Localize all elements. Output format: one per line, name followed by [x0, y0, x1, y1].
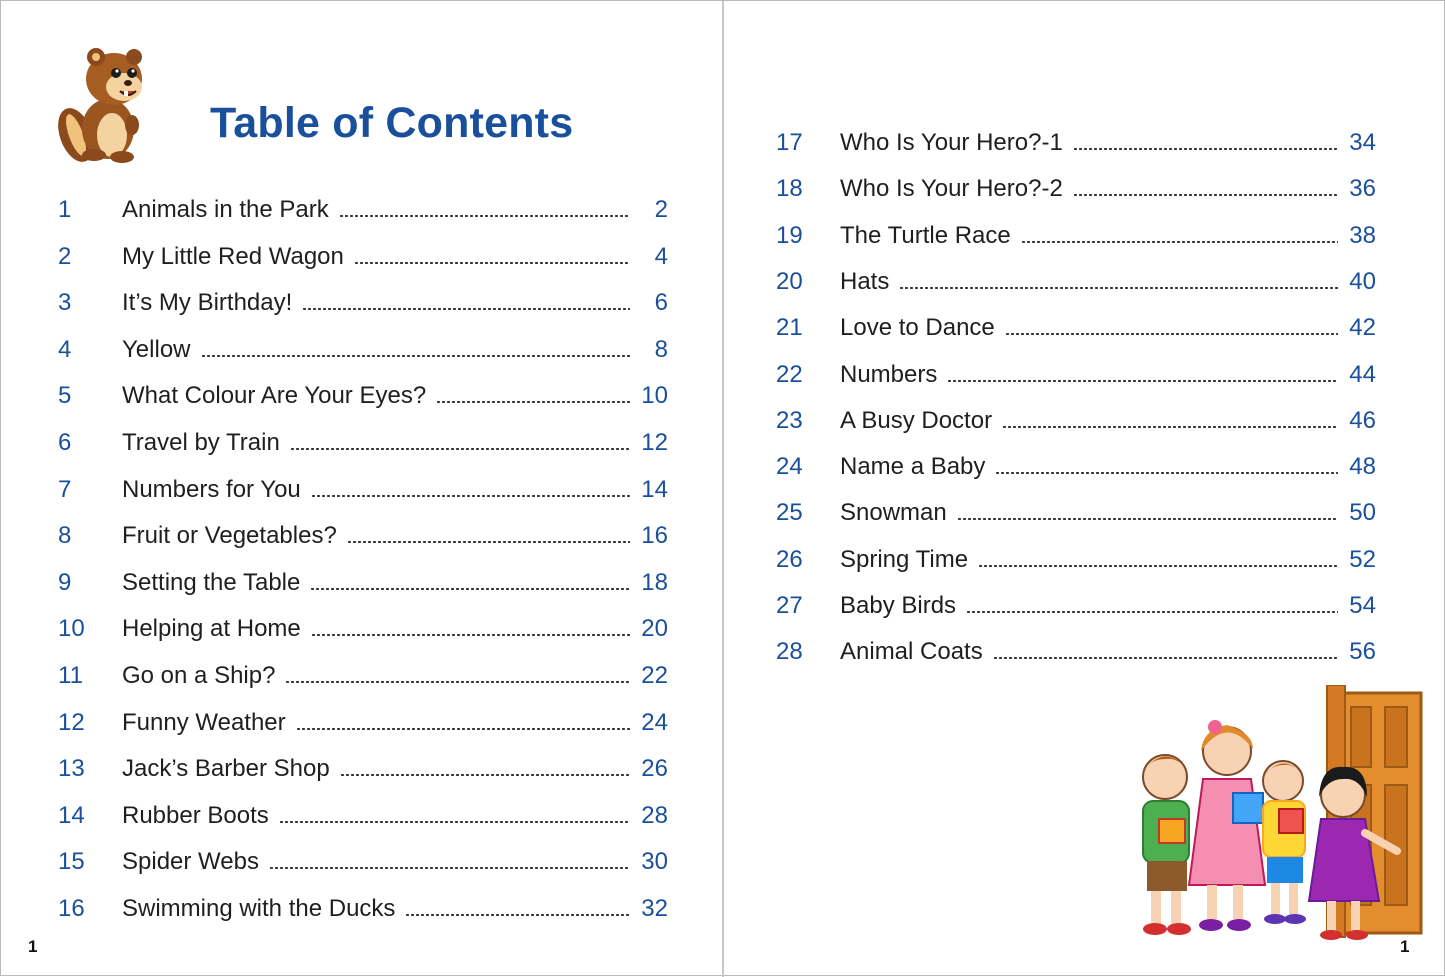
toc-entry[interactable]: [776, 450, 1376, 484]
toc-entry-page: 24: [641, 709, 668, 736]
page-title: Table of Contents: [210, 99, 574, 147]
toc-entry[interactable]: [776, 126, 1376, 160]
toc-entry-title: Yellow: [122, 336, 191, 363]
toc-entry-page: 12: [641, 429, 668, 456]
toc-dot-leader: [290, 448, 630, 450]
toc-entry-title: Numbers for You: [122, 476, 301, 503]
toc-entry-title: Travel by Train: [122, 429, 280, 456]
toc-entry-page: 34: [1349, 129, 1376, 156]
toc-dot-leader: [296, 728, 630, 730]
toc-entry-title: Baby Birds: [840, 592, 957, 619]
toc-entry[interactable]: [58, 379, 668, 413]
toc-entry-page: 8: [654, 336, 668, 363]
toc-entry[interactable]: [776, 172, 1376, 206]
toc-dot-leader: [269, 867, 630, 869]
toc-entry-title: Jack’s Barber Shop: [122, 755, 330, 782]
toc-entry-title: Swimming with the Ducks: [122, 895, 396, 922]
toc-entry[interactable]: [58, 799, 668, 833]
toc-entry-title: Rubber Boots: [122, 802, 269, 829]
right-page: [725, 1, 1444, 975]
toc-entry-number: 21: [776, 314, 803, 341]
toc-dot-leader: [311, 634, 630, 636]
toc-dot-leader: [957, 518, 1338, 520]
toc-entry-number: 28: [776, 638, 803, 665]
toc-entry[interactable]: [58, 752, 668, 786]
toc-dot-leader: [201, 355, 631, 357]
toc-entry-number: 2: [58, 243, 72, 270]
toc-dot-leader: [340, 774, 630, 776]
toc-entry-page: 40: [1349, 268, 1376, 295]
toc-dot-leader: [899, 287, 1338, 289]
toc-entry[interactable]: [776, 358, 1376, 392]
toc-entry[interactable]: [58, 286, 668, 320]
toc-dot-leader: [966, 611, 1338, 613]
toc-entry-title: My Little Red Wagon: [122, 243, 344, 270]
toc-entry-number: 9: [58, 569, 72, 596]
toc-entry-number: 6: [58, 429, 72, 456]
toc-dot-leader: [995, 472, 1338, 474]
toc-entry-number: 22: [776, 361, 803, 388]
toc-entry-page: 18: [641, 569, 668, 596]
toc-entry-title: It’s My Birthday!: [122, 289, 293, 316]
toc-entry-title: Hats: [840, 268, 890, 295]
toc-entry-number: 1: [58, 196, 72, 223]
toc-entry-number: 20: [776, 268, 803, 295]
toc-entry-number: 13: [58, 755, 85, 782]
toc-entry-page: 56: [1349, 638, 1376, 665]
toc-entry-number: 17: [776, 129, 803, 156]
toc-entry[interactable]: [776, 589, 1376, 623]
toc-dot-leader: [310, 588, 630, 590]
toc-entry[interactable]: [58, 193, 668, 227]
toc-dot-leader: [347, 541, 630, 543]
toc-entry-number: 19: [776, 222, 803, 249]
toc-entry-number: 27: [776, 592, 803, 619]
toc-dot-leader: [1073, 148, 1338, 150]
toc-entry-title: A Busy Doctor: [840, 407, 993, 434]
toc-dot-leader: [1021, 241, 1338, 243]
toc-entry-title: Snowman: [840, 499, 947, 526]
toc-entry-number: 24: [776, 453, 803, 480]
toc-entry-number: 4: [58, 336, 72, 363]
toc-entry-number: 23: [776, 407, 803, 434]
toc-entry-page: 2: [654, 196, 668, 223]
page-number-right: 1: [1400, 937, 1410, 956]
toc-dot-leader: [947, 380, 1338, 382]
toc-entry-page: 26: [641, 755, 668, 782]
toc-entry-number: 15: [58, 848, 85, 875]
toc-entry-title: Spring Time: [840, 546, 969, 573]
toc-entry-page: 28: [641, 802, 668, 829]
toc-entry-number: 3: [58, 289, 72, 316]
toc-dot-leader: [436, 401, 630, 403]
toc-entry-title: What Colour Are Your Eyes?: [122, 382, 427, 409]
toc-entry-number: 18: [776, 175, 803, 202]
toc-entry-title: Who Is Your Hero?-1: [840, 129, 1063, 156]
toc-entry-number: 5: [58, 382, 72, 409]
toc-entry-number: 14: [58, 802, 85, 829]
toc-entry-number: 8: [58, 522, 72, 549]
toc-entry-page: 20: [641, 615, 668, 642]
toc-dot-leader: [1005, 333, 1338, 335]
toc-entry-title: Spider Webs: [122, 848, 259, 875]
toc-entry[interactable]: [58, 892, 668, 926]
toc-entry-title: Name a Baby: [840, 453, 986, 480]
toc-dot-leader: [405, 914, 630, 916]
toc-entry-title: Love to Dance: [840, 314, 995, 341]
toc-entry-number: 12: [58, 709, 85, 736]
toc-dot-leader: [1002, 426, 1338, 428]
toc-entry-page: 46: [1349, 407, 1376, 434]
toc-entry-number: 16: [58, 895, 85, 922]
toc-entry[interactable]: [58, 659, 668, 693]
toc-entry-page: 44: [1349, 361, 1376, 388]
toc-entry[interactable]: [58, 473, 668, 507]
toc-dot-leader: [993, 657, 1338, 659]
toc-dot-leader: [1073, 194, 1338, 196]
toc-dot-leader: [339, 215, 630, 217]
page-number-left: 1: [28, 937, 38, 956]
toc-entry-number: 25: [776, 499, 803, 526]
toc-entry-number: 11: [58, 662, 83, 689]
toc-entry-page: 6: [654, 289, 668, 316]
toc-entry-title: Numbers: [840, 361, 938, 388]
toc-dot-leader: [978, 565, 1338, 567]
page-gutter: [722, 1, 724, 977]
toc-entry-title: Funny Weather: [122, 709, 286, 736]
toc-entry[interactable]: [58, 566, 668, 600]
children-with-gifts-at-door-illustration: [1129, 685, 1429, 957]
chipmunk-mascot-icon: [54, 43, 152, 165]
toc-entry-title: Setting the Table: [122, 569, 301, 596]
toc-entry-number: 26: [776, 546, 803, 573]
toc-entry-title: The Turtle Race: [840, 222, 1011, 249]
toc-entry-page: 22: [641, 662, 668, 689]
toc-entry[interactable]: [58, 706, 668, 740]
toc-entry-page: 52: [1349, 546, 1376, 573]
toc-entry[interactable]: [58, 845, 668, 879]
toc-entry[interactable]: [58, 426, 668, 460]
toc-entry-page: 36: [1349, 175, 1376, 202]
toc-entry[interactable]: [58, 612, 668, 646]
toc-dot-leader: [279, 821, 630, 823]
toc-dot-leader: [354, 262, 630, 264]
toc-entry-title: Who Is Your Hero?-2: [840, 175, 1063, 202]
toc-entry[interactable]: [776, 311, 1376, 345]
toc-entry-page: 10: [641, 382, 668, 409]
toc-entry-number: 7: [58, 476, 72, 503]
left-page: [2, 1, 722, 975]
toc-entry[interactable]: [58, 333, 668, 367]
toc-entry-page: 30: [641, 848, 668, 875]
toc-entry-title: Animals in the Park: [122, 196, 329, 223]
toc-entry-page: 16: [641, 522, 668, 549]
toc-entry-page: 48: [1349, 453, 1376, 480]
toc-entry-page: 38: [1349, 222, 1376, 249]
toc-entry-page: 50: [1349, 499, 1376, 526]
toc-entry[interactable]: [58, 240, 668, 274]
toc-dot-leader: [285, 681, 630, 683]
toc-entry-title: Animal Coats: [840, 638, 983, 665]
toc-entry-title: Fruit or Vegetables?: [122, 522, 337, 549]
toc-entry-page: 42: [1349, 314, 1376, 341]
toc-entry[interactable]: [776, 543, 1376, 577]
toc-entry-page: 32: [641, 895, 668, 922]
toc-entry[interactable]: [776, 404, 1376, 438]
toc-entry[interactable]: [776, 219, 1376, 253]
toc-entry-title: Go on a Ship?: [122, 662, 276, 689]
toc-entry[interactable]: [776, 635, 1376, 669]
toc-dot-leader: [311, 495, 630, 497]
toc-entry-number: 10: [58, 615, 85, 642]
toc-entry-title: Helping at Home: [122, 615, 301, 642]
toc-entry[interactable]: [776, 265, 1376, 299]
toc-entry[interactable]: [776, 496, 1376, 530]
toc-entry-page: 54: [1349, 592, 1376, 619]
toc-entry-page: 14: [641, 476, 668, 503]
toc-dot-leader: [302, 308, 630, 310]
toc-entry[interactable]: [58, 519, 668, 553]
toc-entry-page: 4: [654, 243, 668, 270]
